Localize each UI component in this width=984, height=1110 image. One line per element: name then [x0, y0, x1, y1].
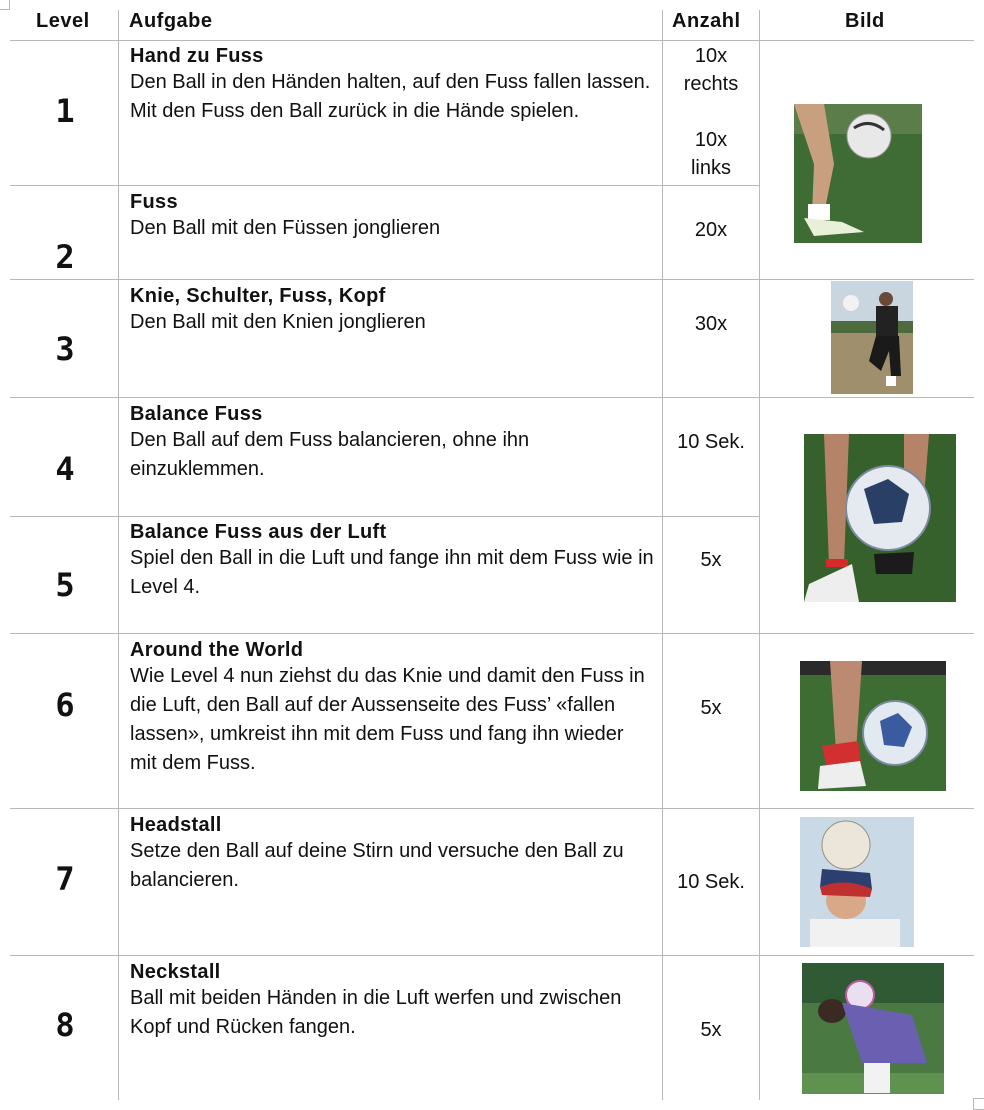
photo-headstall	[800, 817, 914, 947]
task-description: Den Ball mit den Knien jonglieren	[130, 311, 426, 333]
photo-ball-on-foot	[804, 434, 956, 602]
task-description: Wie Level 4 nun ziehst du das Knie und damit den Fuss in die Luft, den Ball auf der Aussenseite des Fuss’ «fallen lassen», umkreist ihn mit dem Fuss und fang ihn wieder mit dem Fuss.	[130, 665, 645, 774]
task-count: 10 Sek.	[677, 871, 745, 893]
task-count: 10x rechts 10x links	[683, 45, 739, 179]
task-description: Spiel den Ball in die Luft und fange ihn mit dem Fuss wie in Level 4.	[130, 547, 654, 598]
task-description: Den Ball in den Händen halten, auf den Fuss fallen lassen. Mit den Fuss den Ball zurück in die Hände spielen.	[130, 71, 651, 122]
task-count: 5x	[700, 549, 722, 571]
level-number: 6	[55, 686, 75, 724]
header-image: Bild	[845, 10, 885, 32]
task-count: 10 Sek.	[677, 431, 745, 453]
level-number: 3	[55, 330, 75, 368]
header-level: Level	[36, 10, 90, 32]
task-title: Balance Fuss aus der Luft	[130, 521, 387, 543]
level-number: 5	[55, 566, 75, 604]
task-count: 5x	[700, 1019, 722, 1041]
task-title: Neckstall	[130, 961, 221, 983]
photo-around-the-world	[800, 661, 946, 791]
level-number: 1	[55, 92, 75, 130]
task-description: Den Ball mit den Füssen jonglieren	[130, 217, 441, 239]
header-count: Anzahl	[672, 10, 741, 32]
task-count: 5x	[700, 697, 722, 719]
task-title: Fuss	[130, 191, 178, 213]
header-task: Aufgabe	[129, 10, 213, 32]
task-title: Headstall	[130, 814, 222, 836]
task-description: Setze den Ball auf deine Stirn und versuche den Ball zu balancieren.	[130, 840, 624, 891]
photo-juggling-foot	[794, 104, 922, 243]
level-number: 8	[55, 1006, 75, 1044]
task-title: Knie, Schulter, Fuss, Kopf	[130, 285, 386, 307]
task-title: Around the World	[130, 639, 304, 661]
photo-neckstall	[802, 963, 944, 1094]
level-number: 7	[55, 860, 75, 898]
task-description: Ball mit beiden Händen in die Luft werfen und zwischen Kopf und Rücken fangen.	[130, 987, 622, 1038]
level-number: 4	[55, 450, 75, 488]
photo-knee-juggling	[831, 281, 913, 394]
level-number: 2	[55, 238, 75, 276]
task-count: 30x	[694, 313, 728, 335]
task-title: Balance Fuss	[130, 403, 263, 425]
task-title: Hand zu Fuss	[130, 45, 264, 67]
task-description: Den Ball auf dem Fuss balancieren, ohne ihn einzuklemmen.	[130, 429, 530, 480]
task-count: 20x	[694, 219, 728, 241]
